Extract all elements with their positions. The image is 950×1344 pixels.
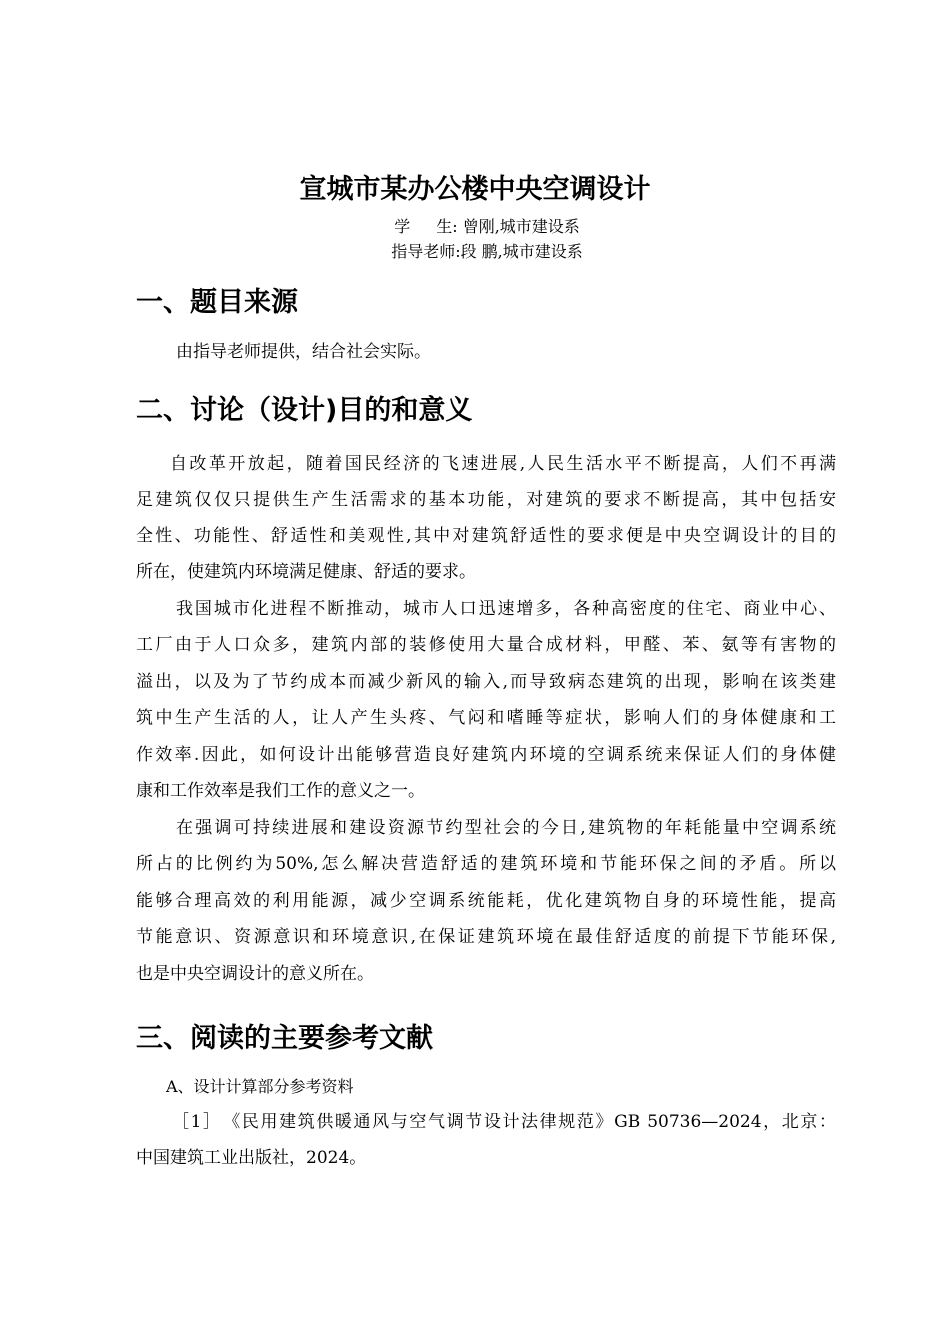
paragraph-line: 工厂由于人口众多，建筑内部的装修使用大量合成材料，甲醛、苯、氨等有害物的	[136, 635, 836, 655]
section-heading-references: 三、阅读的主要参考文献	[136, 1023, 433, 1054]
paragraph-line: 作效率.因此，如何设计出能够营造良好建筑内环境的空调系统来保证人们的身体健	[136, 745, 836, 765]
paragraph-line: 由指导老师提供，结合社会实际。	[176, 342, 431, 362]
student-value: 曾刚,城市建设系	[462, 217, 580, 236]
reference-group-label: A、设计计算部分参考资料	[166, 1077, 354, 1096]
student-byline	[0, 216, 950, 238]
section-heading-source: 一、题目来源	[136, 287, 298, 318]
paragraph-line: 筑中生产生活的人，让人产生头疼、气闷和嗜睡等症状，影响人们的身体健康和工	[136, 708, 836, 728]
reference-item-continued: 中国建筑工业出版社，2024。	[136, 1148, 367, 1168]
section-heading-purpose: 二、讨论（设计)目的和意义	[136, 395, 473, 426]
student-label-2: 生:	[436, 217, 458, 236]
reference-item: ［1］ 《民用建筑供暖通风与空气调节设计法律规范》GB 50736—2024，北京：	[172, 1112, 836, 1132]
student-label: 学	[394, 217, 411, 236]
paragraph-line: 也是中央空调设计的意义所在。	[136, 964, 374, 984]
paragraph-line: 足建筑仅仅只提供生产生活需求的基本功能，对建筑的要求不断提高，其中包括安	[136, 490, 836, 510]
paragraph-line: 我国城市化进程不断推动，城市人口迅速增多，各种高密度的住宅、商业中心、	[176, 599, 836, 619]
advisor-byline: 指导老师:段 鹏,城市建设系	[391, 242, 583, 261]
paragraph-line: 自改革开放起，随着国民经济的飞速进展,人民生活水平不断提高，人们不再满	[170, 454, 836, 474]
paragraph-line: 节能意识、资源意识和环境意识,在保证建筑环境在最佳舒适度的前提下节能环保,	[136, 927, 836, 947]
paragraph-line: 所占的比例约为50%,怎么解决营造舒适的建筑环境和节能环保之间的矛盾。所以	[136, 854, 836, 874]
paragraph-line: 所在，使建筑内环境满足健康、舒适的要求。	[136, 562, 476, 582]
paragraph-line: 康和工作效率是我们工作的意义之一。	[136, 781, 425, 801]
paragraph-line: 在强调可持续进展和建设资源节约型社会的今日,建筑物的年耗能量中空调系统	[176, 818, 836, 838]
paragraph-line: 能够合理高效的利用能源，减少空调系统能耗，优化建筑物自身的环境性能，提高	[136, 891, 836, 911]
paragraph-line: 溢出，以及为了节约成本而减少新风的输入,而导致病态建筑的出现，影响在该类建	[136, 672, 836, 692]
paragraph-line: 全性、功能性、舒适性和美观性,其中对建筑舒适性的要求便是中央空调设计的目的	[136, 526, 836, 546]
page-title: 宣城市某办公楼中央空调设计	[299, 174, 651, 205]
